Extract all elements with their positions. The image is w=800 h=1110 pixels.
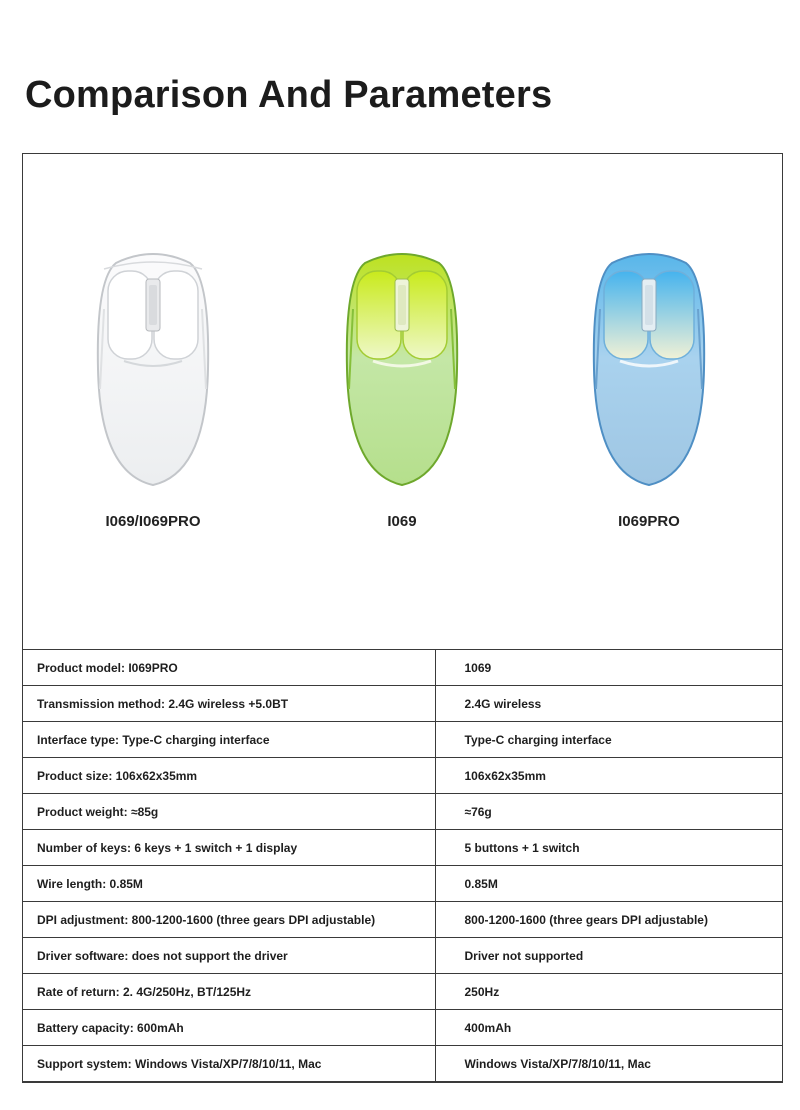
spec-left: DPI adjustment: 800-1200-1600 (three gears DPI adjustable) [23,902,435,938]
spec-right: Type-C charging interface [435,722,782,758]
product-card-green [302,249,502,530]
product-card-white [53,249,253,530]
spec-right: Driver not supported [435,938,782,974]
table-row [23,902,782,938]
product-card-blue [549,249,749,530]
spec-left: Product model: I069PRO [23,650,435,686]
spec-right: 0.85M [435,866,782,902]
product-name: I069PRO [618,513,680,530]
table-row [23,938,782,974]
spec-right: 106x62x35mm [435,758,782,794]
table-row [23,830,782,866]
product-name: I069/I069PRO [105,513,201,530]
mouse-image-green [343,249,461,489]
spec-right: 800-1200-1600 (three gears DPI adjustable) [435,902,782,938]
table-row [23,974,782,1010]
spec-table [23,649,782,1082]
spec-left: Wire length: 0.85M [23,866,435,902]
spec-right: 1069 [435,650,782,686]
page-title: Comparison And Parameters [25,74,553,116]
table-row [23,722,782,758]
spec-left: Product size: 106x62x35mm [23,758,435,794]
spec-left: Transmission method: 2.4G wireless +5.0BT [23,686,435,722]
spec-left: Support system: Windows Vista/XP/7/8/10/11, Mac [23,1046,435,1082]
table-row [23,650,782,686]
spec-right: 400mAh [435,1010,782,1046]
spec-left: Battery capacity: 600mAh [23,1010,435,1046]
mouse-image-blue [590,249,708,489]
spec-left: Rate of return: 2. 4G/250Hz, BT/125Hz [23,974,435,1010]
spec-left: Driver software: does not support the driver [23,938,435,974]
spec-left: Interface type: Type-C charging interface [23,722,435,758]
spec-left: Number of keys: 6 keys + 1 switch + 1 display [23,830,435,866]
table-row [23,1046,782,1082]
mouse-image-white [94,249,212,489]
spec-right: 2.4G wireless [435,686,782,722]
spec-left: Product weight: ≈85g [23,794,435,830]
table-row [23,866,782,902]
product-gallery [23,154,782,649]
comparison-frame [22,153,783,1083]
product-name: I069 [387,513,417,530]
spec-right: Windows Vista/XP/7/8/10/11, Mac [435,1046,782,1082]
table-row [23,1010,782,1046]
spec-right: 5 buttons + 1 switch [435,830,782,866]
spec-right: 250Hz [435,974,782,1010]
table-row [23,758,782,794]
table-row [23,686,782,722]
table-row [23,794,782,830]
spec-right: ≈76g [435,794,782,830]
